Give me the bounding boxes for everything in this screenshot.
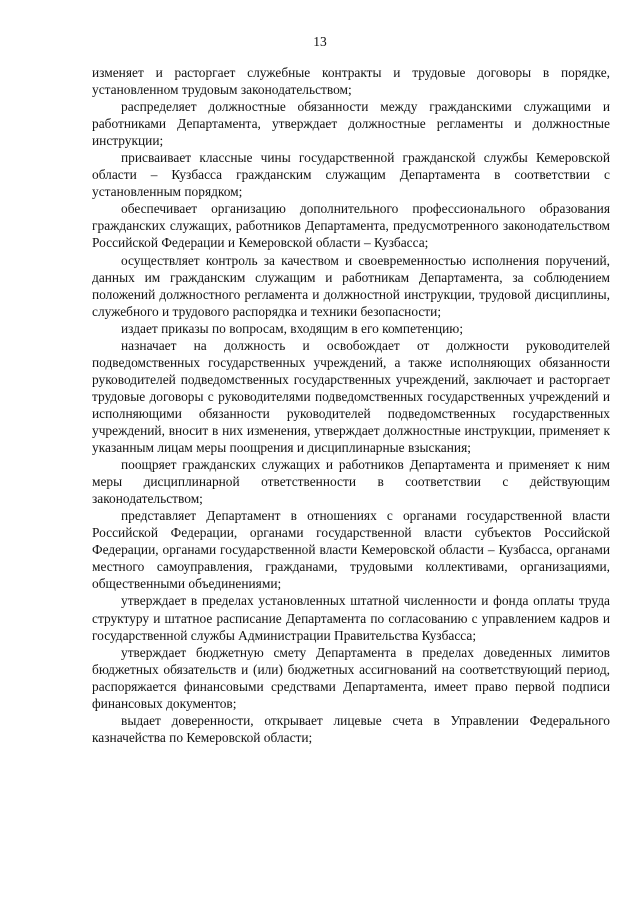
paragraph: обеспечивает организацию дополнительного профессионального образования гражданских служащих, работников Департамента, предусмотренного законодательством Российской Федерации и Кемеровской области – Кузбасса; — [92, 201, 610, 251]
paragraph: утверждает бюджетную смету Департамента в пределах доведенных лимитов бюджетных обязательств и (или) бюджетных ассигнований на соответствующий период, распоряжается финансовыми средствами Департамента, имеет право первой подписи финансовых документов; — [92, 644, 610, 711]
document-body — [92, 64, 610, 746]
paragraph: назначает на должность и освобождает от должности руководителей подведомственных государственных учреждений, а также исполняющих обязанности руководителей подведомственных государственных учреждений, заключает и расторгает трудовые договоры с руководителями подведомственных государственных учреждений и исполняющими обязанности руководителей подведомственных государственных учреждений, вносит в них изменения, утверждает должностные инструкции, применяет к указанным лицам меры поощрения и дисциплинарные взыскания; — [92, 337, 610, 456]
paragraph: выдает доверенности, открывает лицевые счета в Управлении Федерального казначейства по Кемеровской области; — [92, 712, 610, 745]
paragraph: поощряет гражданских служащих и работников Департамента и применяет к ним меры дисциплинарной ответственности в соответствии с действующим законодательством; — [92, 457, 610, 507]
paragraph: издает приказы по вопросам, входящим в его компетенцию; — [121, 320, 464, 336]
paragraph: присваивает классные чины государственной гражданской службы Кемеровской области – Кузбасса гражданским служащим Департамента в соответствии с установленным порядком; — [92, 150, 610, 200]
paragraph: утверждает в пределах установленных штатной численности и фонда оплаты труда структуру и штатное расписание Департамента по согласованию с управлением кадров и государственной службы Администрации Правительства Кузбасса; — [92, 593, 610, 643]
paragraph: представляет Департамент в отношениях с органами государственной власти Российской Федерации, органами государственной власти субъектов Российской Федерации, органами государственной власти Кемеровской области – Кузбасса, органами местного самоуправления, гражданами, трудовыми коллективами, организациями, общественными объединениями; — [92, 508, 610, 592]
paragraph: осуществляет контроль за качеством и своевременностью исполнения поручений, данных им гражданским служащим и работникам Департамента, за соблюдением положений должностного регламента и должностной инструкции, трудовой дисциплины, служебного и трудового распорядка и техники безопасности; — [92, 252, 610, 319]
paragraph: изменяет и расторгает служебные контракты и трудовые договоры в порядке, установленном трудовым законодательством; — [92, 65, 610, 98]
paragraph: распределяет должностные обязанности между гражданскими служащими и работниками Департамента, утверждает должностные регламенты и должностные инструкции; — [92, 99, 610, 149]
page-number: 13 — [313, 34, 327, 49]
